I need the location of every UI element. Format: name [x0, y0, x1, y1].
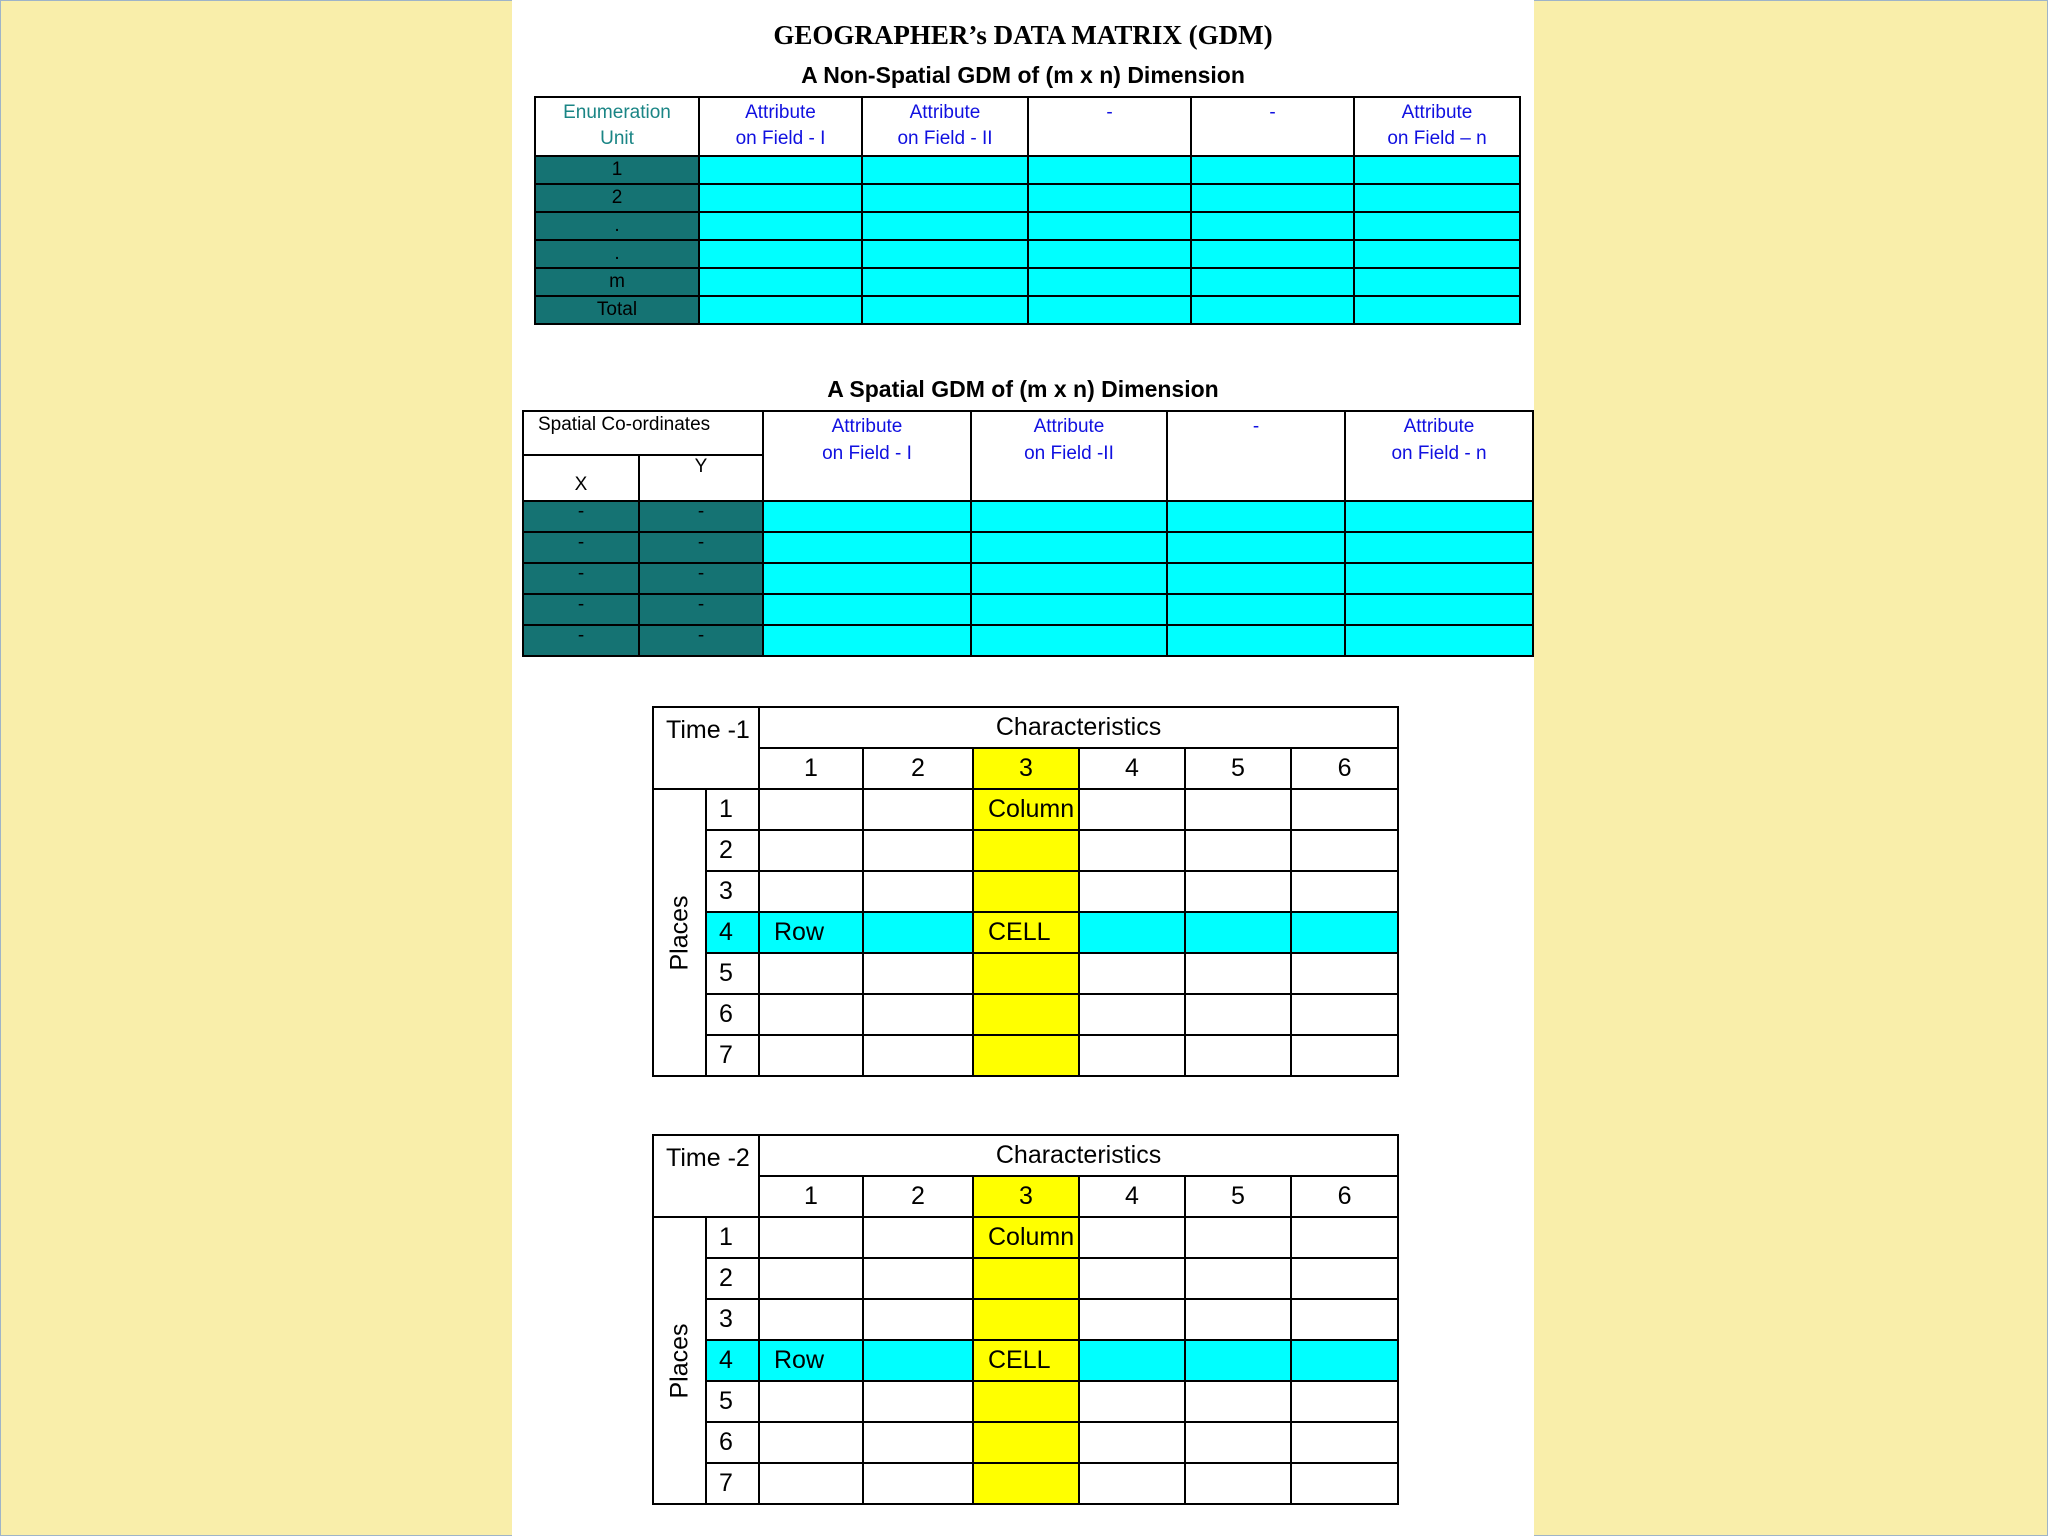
- data-cell: [862, 296, 1028, 324]
- places-label: Places: [665, 894, 693, 971]
- column-number-row: [653, 748, 1398, 789]
- spatial-table: [522, 410, 1534, 657]
- place-number: 2: [706, 1258, 759, 1299]
- data-cell: [699, 184, 862, 212]
- header-line-1: Enumeration: [563, 102, 671, 123]
- table-row: [535, 184, 1520, 212]
- header-line-1: Attribute: [1403, 416, 1475, 437]
- matrix-row: [653, 1258, 1398, 1299]
- matrix-cell: [1291, 871, 1398, 912]
- data-cell: [763, 532, 971, 563]
- data-cell: [1345, 625, 1533, 656]
- data-cell: [971, 501, 1167, 532]
- data-cell: [971, 594, 1167, 625]
- matrix-cell: [863, 789, 973, 830]
- matrix-cell: [863, 830, 973, 871]
- data-cell: [862, 156, 1028, 184]
- matrix-cell: [1079, 830, 1185, 871]
- attribute-header-n: [1345, 411, 1533, 501]
- matrix-cell: [1185, 994, 1291, 1035]
- column-label: Column: [973, 789, 1079, 830]
- header-line-2: on Field - II: [897, 128, 993, 149]
- time-1-matrix: [652, 706, 1399, 1077]
- place-number: 4: [706, 1340, 759, 1381]
- column-cell: [973, 1035, 1079, 1076]
- data-cell: [763, 625, 971, 656]
- data-cell: [1345, 532, 1533, 563]
- places-axis: [653, 789, 706, 1076]
- matrix-cell: [863, 871, 973, 912]
- x-value: -: [523, 501, 639, 532]
- non-spatial-table: [534, 96, 1521, 325]
- data-cell: [862, 240, 1028, 268]
- data-cell: [1345, 563, 1533, 594]
- matrix-cell: [1079, 1463, 1185, 1504]
- non-spatial-header-row: [535, 97, 1520, 156]
- column-cell: [973, 871, 1079, 912]
- matrix-cell: [1291, 1217, 1398, 1258]
- x-value: -: [523, 532, 639, 563]
- column-number: 1: [759, 1176, 863, 1217]
- data-cell: [971, 563, 1167, 594]
- attribute-header-2: [971, 411, 1167, 501]
- table-row: [523, 563, 1533, 594]
- matrix-cell: [759, 789, 863, 830]
- data-cell: [1167, 501, 1345, 532]
- y-header: Y: [639, 455, 763, 501]
- table-row: [523, 625, 1533, 656]
- data-cell: [1167, 625, 1345, 656]
- place-number: 5: [706, 1381, 759, 1422]
- characteristics-header-row: [653, 1135, 1398, 1176]
- header-line-1: Attribute: [745, 102, 816, 123]
- header-line-2: on Field - n: [1391, 443, 1487, 464]
- matrix-cell: [863, 1463, 973, 1504]
- row-label: .: [535, 240, 699, 268]
- column-cell: [973, 953, 1079, 994]
- table-row: [523, 594, 1533, 625]
- header-line-2: on Field - I: [822, 443, 912, 464]
- data-cell: [1354, 240, 1520, 268]
- attribute-header-4: [1191, 97, 1354, 156]
- matrix-cell: [1291, 953, 1398, 994]
- data-cell: [1028, 268, 1191, 296]
- table-row: [535, 268, 1520, 296]
- matrix-cell: [1185, 1299, 1291, 1340]
- matrix-cell: [1291, 830, 1398, 871]
- data-cell: [1191, 240, 1354, 268]
- header-line-1: Attribute: [831, 416, 903, 437]
- data-cell: [971, 532, 1167, 563]
- column-cell: [973, 1463, 1079, 1504]
- matrix-cell: [863, 953, 973, 994]
- data-cell: [1191, 268, 1354, 296]
- place-number: 3: [706, 871, 759, 912]
- matrix-row: [653, 1299, 1398, 1340]
- y-value: -: [639, 563, 763, 594]
- data-cell: [1028, 184, 1191, 212]
- place-number: 7: [706, 1463, 759, 1504]
- matrix-row: [653, 830, 1398, 871]
- place-number: 3: [706, 1299, 759, 1340]
- row-cell: [1185, 912, 1291, 953]
- table-row: [535, 240, 1520, 268]
- place-number: 2: [706, 830, 759, 871]
- attribute-header-1: [699, 97, 862, 156]
- x-header: X: [523, 455, 639, 501]
- data-cell: [1191, 296, 1354, 324]
- x-value: -: [523, 625, 639, 656]
- data-cell: [971, 625, 1167, 656]
- non-spatial-title: A Non-Spatial GDM of (m x n) Dimension: [801, 62, 1245, 88]
- spatial-title: A Spatial GDM of (m x n) Dimension: [827, 376, 1219, 402]
- row-label: 2: [535, 184, 699, 212]
- place-number: 6: [706, 994, 759, 1035]
- column-number: 6: [1291, 748, 1398, 789]
- data-cell: [1191, 212, 1354, 240]
- header-line-2: on Field - I: [735, 128, 826, 149]
- data-cell: [1345, 501, 1533, 532]
- matrix-cell: [1185, 953, 1291, 994]
- data-cell: [1028, 296, 1191, 324]
- data-cell: [1354, 296, 1520, 324]
- matrix-cell: [1185, 1217, 1291, 1258]
- row-cell: [863, 1340, 973, 1381]
- data-cell: [1028, 212, 1191, 240]
- header-line-1: Attribute: [1401, 102, 1473, 123]
- column-number: 1: [759, 748, 863, 789]
- characteristics-header: Characteristics: [759, 1135, 1398, 1176]
- data-cell: [1167, 563, 1345, 594]
- data-cell: [862, 268, 1028, 296]
- column-number: 5: [1185, 1176, 1291, 1217]
- matrix-cell: [1079, 1217, 1185, 1258]
- header-line-1: -: [1106, 102, 1113, 123]
- column-number: 2: [863, 748, 973, 789]
- place-number: 7: [706, 1035, 759, 1076]
- page-title: GEOGRAPHER’s DATA MATRIX (GDM): [773, 20, 1273, 50]
- data-cell: [1191, 184, 1354, 212]
- table-row: [535, 212, 1520, 240]
- column-cell: [973, 1422, 1079, 1463]
- matrix-row: [653, 994, 1398, 1035]
- place-number: 4: [706, 912, 759, 953]
- matrix-cell: [1079, 789, 1185, 830]
- column-number: 6: [1291, 1176, 1398, 1217]
- row-cell: [863, 912, 973, 953]
- header-line-1: Attribute: [1033, 416, 1105, 437]
- matrix-row: [653, 1422, 1398, 1463]
- data-cell: [1354, 184, 1520, 212]
- data-cell: [699, 212, 862, 240]
- data-cell: [1345, 594, 1533, 625]
- column-cell: [973, 1258, 1079, 1299]
- matrix-cell: [759, 1422, 863, 1463]
- matrix-cell: [1291, 1258, 1398, 1299]
- attribute-header-3: [1028, 97, 1191, 156]
- matrix-cell: [1185, 1422, 1291, 1463]
- place-number: 5: [706, 953, 759, 994]
- matrix-cell: [1291, 1035, 1398, 1076]
- matrix-cell: [1079, 1035, 1185, 1076]
- matrix-cell: [759, 871, 863, 912]
- y-value: -: [639, 532, 763, 563]
- column-number-highlighted: 3: [973, 748, 1079, 789]
- data-cell: [1028, 156, 1191, 184]
- matrix-cell: [1079, 871, 1185, 912]
- matrix-cell: [759, 1217, 863, 1258]
- row-cell: [1291, 912, 1398, 953]
- data-cell: [1354, 268, 1520, 296]
- data-cell: [699, 240, 862, 268]
- data-cell: [1167, 594, 1345, 625]
- matrix-cell: [863, 1217, 973, 1258]
- matrix-cell: [759, 1299, 863, 1340]
- data-cell: [1354, 156, 1520, 184]
- data-cell: [862, 184, 1028, 212]
- row-cell: [1185, 1340, 1291, 1381]
- table-row: [523, 501, 1533, 532]
- matrix-row: [653, 1035, 1398, 1076]
- data-cell: [763, 501, 971, 532]
- column-cell: [973, 1381, 1079, 1422]
- places-axis: [653, 1217, 706, 1504]
- matrix-cell: [759, 1035, 863, 1076]
- x-value: -: [523, 563, 639, 594]
- matrix-cell: [1291, 1299, 1398, 1340]
- row-label: 1: [535, 156, 699, 184]
- matrix-cell: [863, 994, 973, 1035]
- table-row-total: [535, 296, 1520, 324]
- row-cell: [1079, 912, 1185, 953]
- enumeration-unit-header: [535, 97, 699, 156]
- attribute-header-n: [1354, 97, 1520, 156]
- matrix-cell: [1185, 830, 1291, 871]
- matrix-row: [653, 1463, 1398, 1504]
- matrix-cell: [1185, 1463, 1291, 1504]
- place-number: 6: [706, 1422, 759, 1463]
- slide-page: [512, 0, 1534, 1536]
- matrix-cell: [1079, 953, 1185, 994]
- matrix-row: [653, 1217, 1398, 1258]
- header-line-2: Unit: [600, 128, 634, 149]
- header-line-2: on Field – n: [1387, 128, 1487, 149]
- matrix-row-highlighted: [653, 1340, 1398, 1381]
- matrix-cell: [1185, 789, 1291, 830]
- matrix-cell: [759, 1258, 863, 1299]
- matrix-cell: [863, 1422, 973, 1463]
- characteristics-header: Characteristics: [759, 707, 1398, 748]
- table-row: [523, 532, 1533, 563]
- matrix-cell: [1185, 871, 1291, 912]
- characteristics-header-row: [653, 707, 1398, 748]
- data-cell: [1167, 532, 1345, 563]
- column-number: 4: [1079, 748, 1185, 789]
- matrix-cell: [1291, 1463, 1398, 1504]
- table-row: [535, 156, 1520, 184]
- matrix-cell: [1291, 994, 1398, 1035]
- data-cell: [699, 156, 862, 184]
- column-cell: [973, 994, 1079, 1035]
- column-number-highlighted: 3: [973, 1176, 1079, 1217]
- matrix-cell: [863, 1035, 973, 1076]
- column-cell: [973, 830, 1079, 871]
- y-value: -: [639, 625, 763, 656]
- row-cell: [1079, 1340, 1185, 1381]
- column-number: 5: [1185, 748, 1291, 789]
- spatial-header-row: [523, 411, 1533, 455]
- time-label: Time -2: [653, 1135, 759, 1217]
- attribute-header-3: [1167, 411, 1345, 501]
- column-number: 2: [863, 1176, 973, 1217]
- matrix-cell: [1079, 1258, 1185, 1299]
- attribute-header-2: [862, 97, 1028, 156]
- column-number-row: [653, 1176, 1398, 1217]
- row-label: m: [535, 268, 699, 296]
- matrix-row: [653, 871, 1398, 912]
- time-label: Time -1: [653, 707, 759, 789]
- row-label: Row: [759, 912, 863, 953]
- matrix-cell: [863, 1299, 973, 1340]
- matrix-cell: [759, 1381, 863, 1422]
- matrix-cell: [1079, 1381, 1185, 1422]
- matrix-cell: [1079, 1299, 1185, 1340]
- matrix-cell: [1079, 994, 1185, 1035]
- data-cell: [699, 268, 862, 296]
- attribute-header-1: [763, 411, 971, 501]
- column-cell: [973, 1299, 1079, 1340]
- column-label: Column: [973, 1217, 1079, 1258]
- places-label: Places: [665, 1322, 693, 1399]
- matrix-cell: [1079, 1422, 1185, 1463]
- matrix-cell: [1185, 1258, 1291, 1299]
- matrix-cell: [863, 1258, 973, 1299]
- time-2-matrix: [652, 1134, 1399, 1505]
- matrix-row: [653, 1381, 1398, 1422]
- spatial-coordinates-header: Spatial Co-ordinates: [523, 411, 763, 455]
- row-cell: [1291, 1340, 1398, 1381]
- data-cell: [763, 563, 971, 594]
- matrix-row-highlighted: [653, 912, 1398, 953]
- matrix-cell: [1185, 1035, 1291, 1076]
- matrix-cell: [759, 994, 863, 1035]
- header-line-1: -: [1269, 102, 1276, 123]
- place-number: 1: [706, 789, 759, 830]
- row-label: .: [535, 212, 699, 240]
- matrix-cell: [1185, 1381, 1291, 1422]
- data-cell: [1354, 212, 1520, 240]
- y-value: -: [639, 501, 763, 532]
- row-label: Row: [759, 1340, 863, 1381]
- x-value: -: [523, 594, 639, 625]
- column-number: 4: [1079, 1176, 1185, 1217]
- header-line-2: on Field -II: [1024, 443, 1114, 464]
- matrix-cell: [863, 1381, 973, 1422]
- data-cell: [1028, 240, 1191, 268]
- header-line-1: Attribute: [909, 102, 981, 123]
- data-cell: [862, 212, 1028, 240]
- header-line-1: -: [1252, 416, 1260, 437]
- data-cell: [699, 296, 862, 324]
- y-value: -: [639, 594, 763, 625]
- cell-label: CELL: [973, 912, 1079, 953]
- matrix-cell: [759, 1463, 863, 1504]
- matrix-row: [653, 789, 1398, 830]
- matrix-cell: [1291, 1381, 1398, 1422]
- place-number: 1: [706, 1217, 759, 1258]
- cell-label: CELL: [973, 1340, 1079, 1381]
- row-label: Total: [535, 296, 699, 324]
- matrix-cell: [1291, 789, 1398, 830]
- data-cell: [763, 594, 971, 625]
- matrix-cell: [759, 953, 863, 994]
- matrix-row: [653, 953, 1398, 994]
- matrix-cell: [1291, 1422, 1398, 1463]
- data-cell: [1191, 156, 1354, 184]
- matrix-cell: [759, 830, 863, 871]
